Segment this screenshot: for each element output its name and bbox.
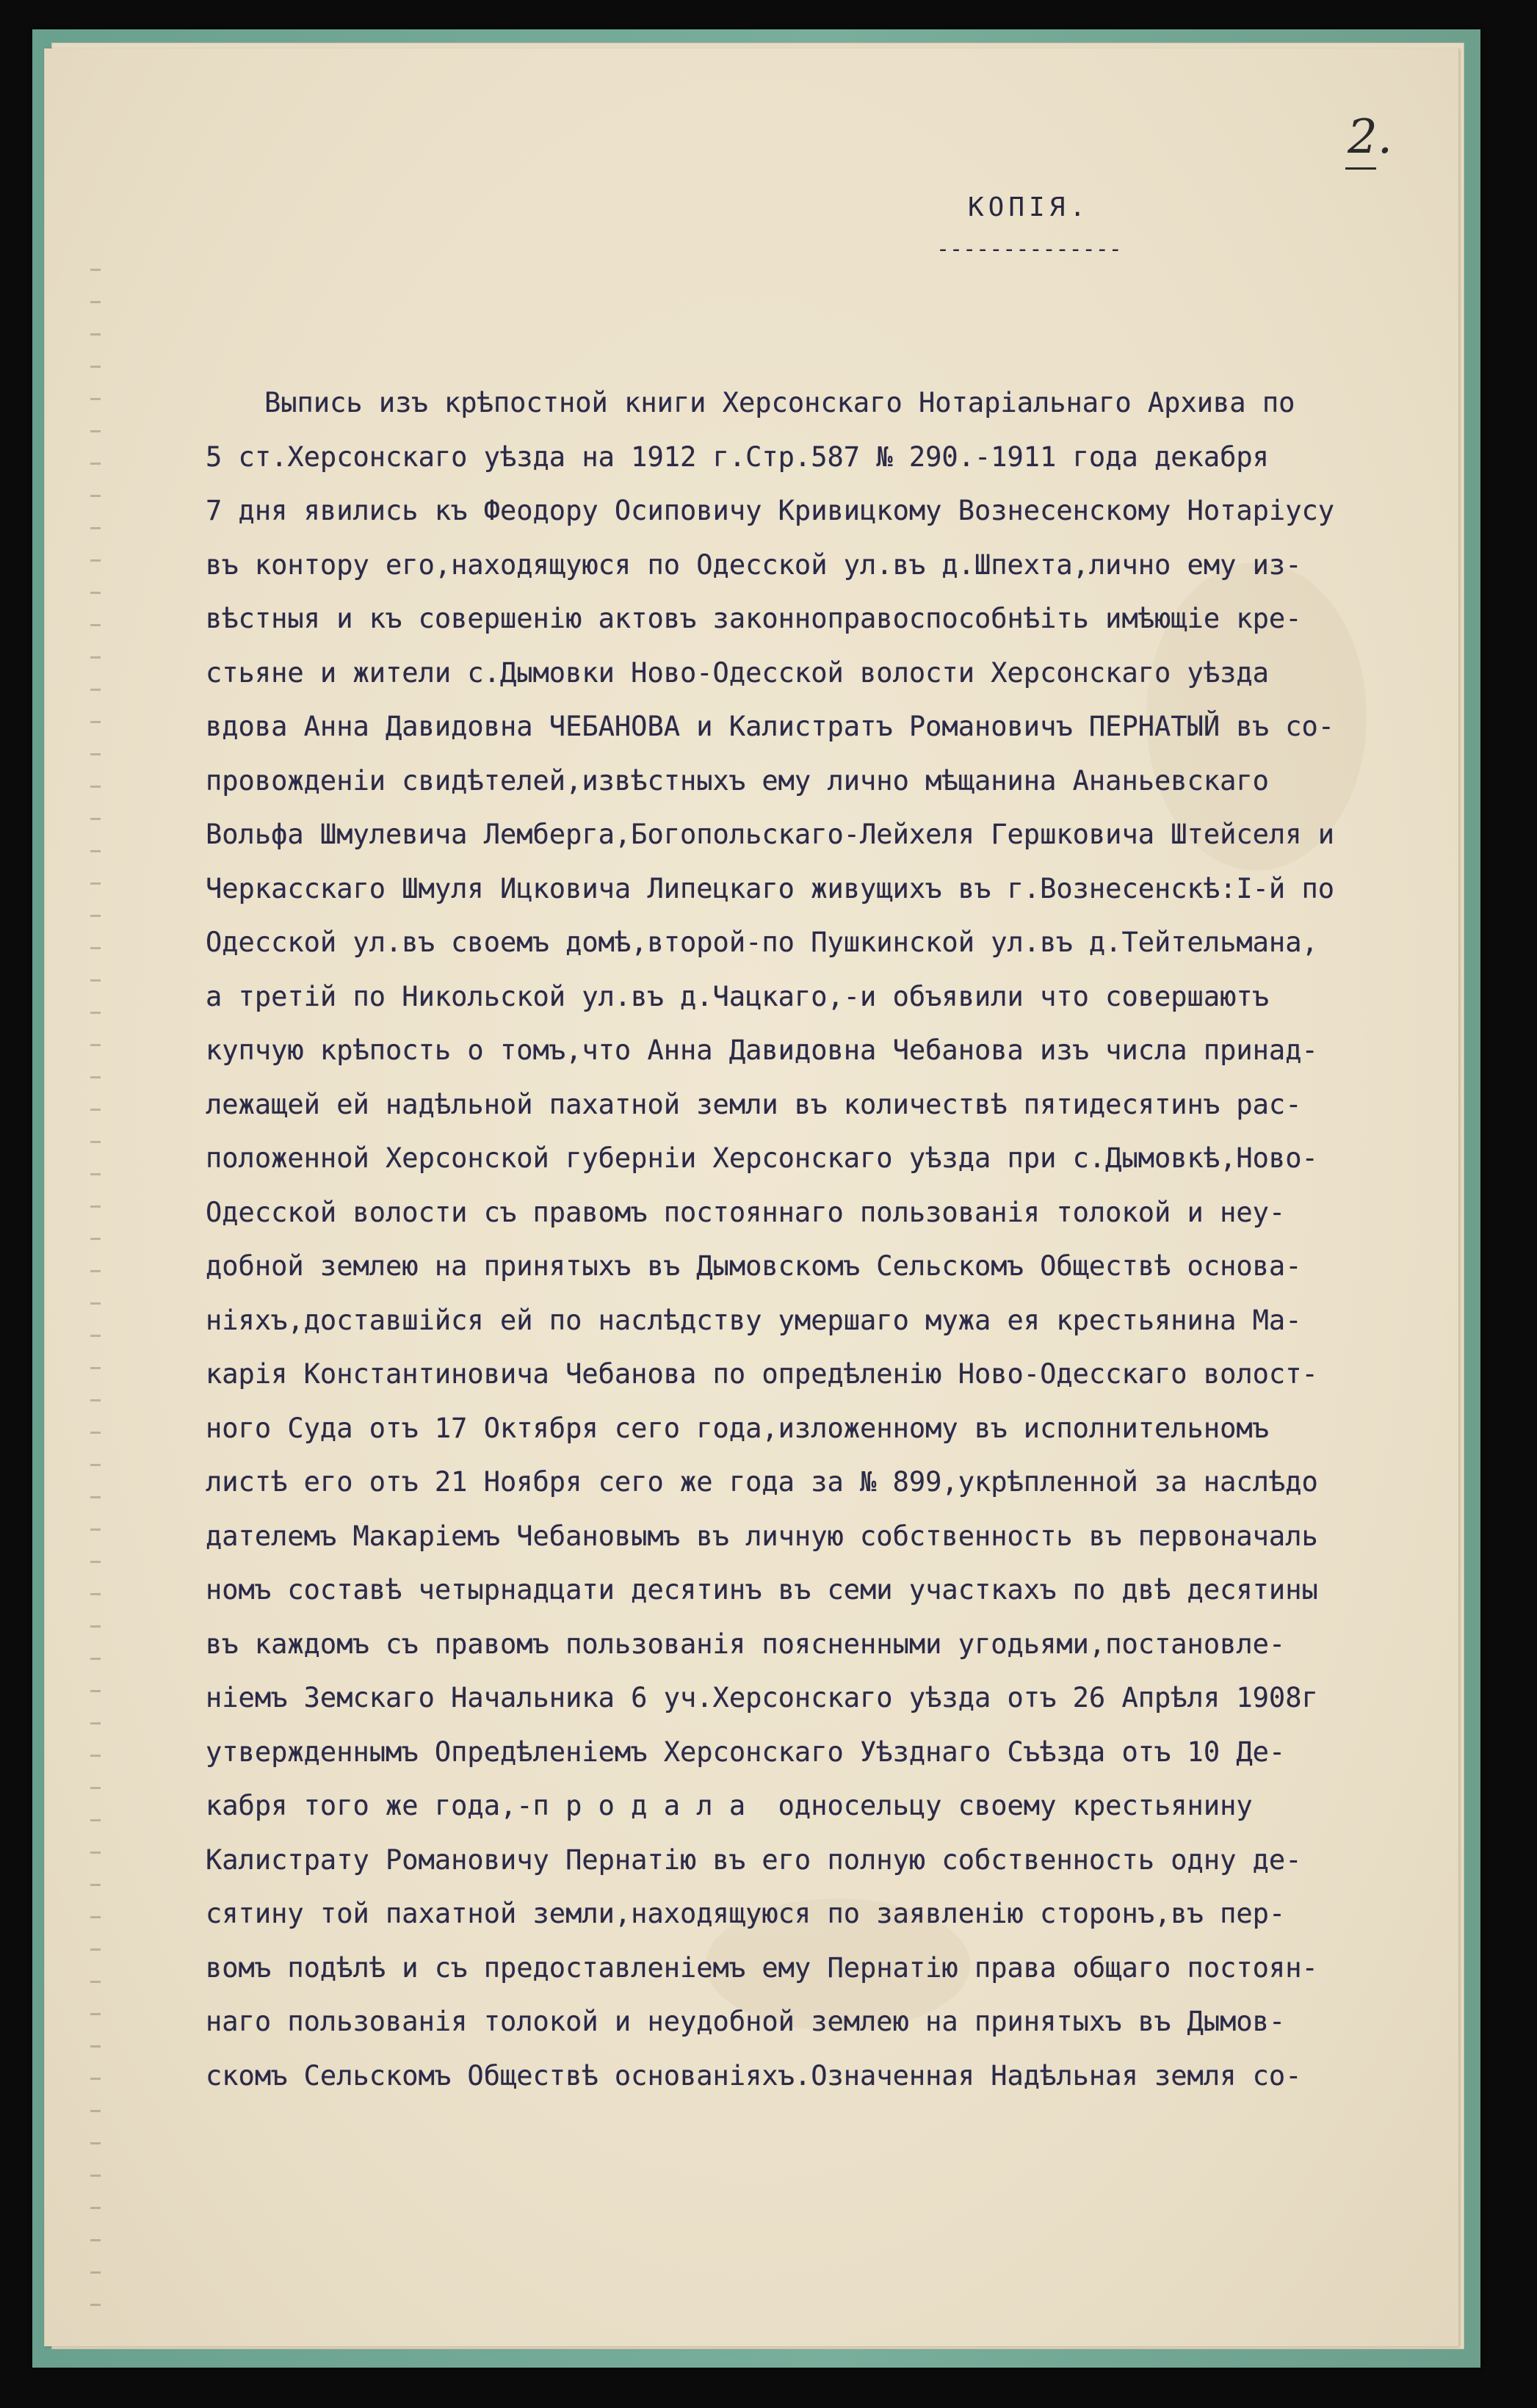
title-underline: --------------: [936, 236, 1122, 262]
text-line: вомъ подѣлѣ и съ предоставленіемъ ему Пернатію права общаго постоян-: [206, 1951, 1318, 1984]
page-number-underline: [1345, 167, 1376, 170]
text-line: Вольфа Шмулевича Лемберга,Богопольскаго-Лейхеля Гершковича Штейселя и: [206, 819, 1335, 850]
text-line: Калистрату Романовичу Пернатію въ его полную собственность одну де-: [206, 1843, 1302, 1876]
text-line: ного Суда отъ 17 Октября сего года,изложенному въ исполнительномъ: [206, 1412, 1269, 1444]
text-line: ніяхъ,доставшійся ей по наслѣдству умершаго мужа ея крестьянина Ма-: [206, 1304, 1302, 1336]
text-line: а третій по Никольской ул.въ д.Чацкаго,-и объявили что совершаютъ: [206, 980, 1269, 1012]
document-title: КОПІЯ.: [968, 192, 1091, 222]
text-line: Одесской волости съ правомъ постояннаго пользованія толокой и неу-: [206, 1196, 1286, 1228]
text-line: Одесской ул.въ своемъ домѣ,второй-по Пушкинской ул.въ д.Тейтельмана,: [206, 926, 1318, 958]
text-line: утвержденнымъ Опредѣленіемъ Херсонскаго Уѣзднаго Съѣзда отъ 10 Де-: [206, 1736, 1286, 1768]
text-line: въ контору его,находящуюся по Одесской ул.въ д.Шпехта,лично ему из-: [206, 548, 1302, 581]
text-line: наго пользованія толокой и неудобной землею на принятыхъ въ Дымов-: [206, 2006, 1286, 2037]
text-line: Выпись изъ крѣпостной книги Херсонскаго Нотаріальнаго Архива по: [264, 387, 1295, 418]
text-line: положенной Херсонской губерніи Херсонскаго уѣзда при с.Дымовкѣ,Ново-: [206, 1142, 1318, 1174]
text-line: сятину той пахатной земли,находящуюся по заявленію сторонъ,въ пер-: [206, 1898, 1286, 1929]
text-line: 5 ст.Херсонскаго уѣзда на 1912 г.Стр.587 № 290.-1911 года декабря: [206, 440, 1269, 473]
text-line: купчую крѣпость о томъ,что Анна Давидовна Чебанова изъ числа принад-: [206, 1034, 1318, 1066]
text-line: въ каждомъ съ правомъ пользованія поясненными угодьями,постановле-: [206, 1628, 1286, 1660]
text-line: Черкасскаго Шмуля Ицковича Липецкаго живущихъ въ г.Вознесенскѣ:I-й по: [206, 872, 1335, 904]
text-line: скомъ Сельскомъ Обществѣ основаніяхъ.Означенная Надѣльная земля со-: [206, 2059, 1302, 2092]
text-line: лежащей ей надѣльной пахатной земли въ количествѣ пятидесятинъ рас-: [206, 1088, 1302, 1120]
document-body: [206, 376, 1454, 2103]
text-line: 7 дня явились къ Феодору Осиповичу Кривицкому Вознесенскому Нотаріусу: [206, 495, 1335, 526]
text-line: ніемъ Земскаго Начальника 6 уч.Херсонскаго уѣзда отъ 26 Апрѣля 1908г: [206, 1682, 1318, 1713]
text-line: кабря того же года,-п р о д а л а односельцу своему крестьянину: [206, 1790, 1253, 1821]
text-line: листѣ его отъ 21 Ноября сего же года за № 899,укрѣпленной за наслѣдо: [206, 1466, 1318, 1498]
binding-holes: [90, 269, 101, 2324]
text-line: вдова Анна Давидовна ЧЕБАНОВА и Калистратъ Романовичъ ПЕРНАТЫЙ въ со-: [206, 711, 1335, 742]
text-line: номъ составѣ четырнадцати десятинъ въ семи участкахъ по двѣ десятины: [206, 1574, 1318, 1606]
text-line: вѣстныя и къ совершенію актовъ законноправоспособнѣіть имѣющіе кре-: [206, 603, 1302, 634]
text-line: добной землею на принятыхъ въ Дымовскомъ Сельскомъ Обществѣ основа-: [206, 1250, 1302, 1282]
page-number: 2.: [1348, 110, 1393, 164]
text-line: дателемъ Макаріемъ Чебановымъ въ личную собственность въ первоначаль: [206, 1520, 1318, 1552]
text-line: провожденіи свидѣтелей,извѣстныхъ ему лично мѣщанина Ананьевскаго: [206, 764, 1269, 797]
text-line: стьяне и жители с.Дымовки Ново-Одесской волости Херсонскаго уѣзда: [206, 656, 1269, 689]
text-line: карія Константиновича Чебанова по опредѣленію Ново-Одесскаго волост-: [206, 1358, 1318, 1390]
